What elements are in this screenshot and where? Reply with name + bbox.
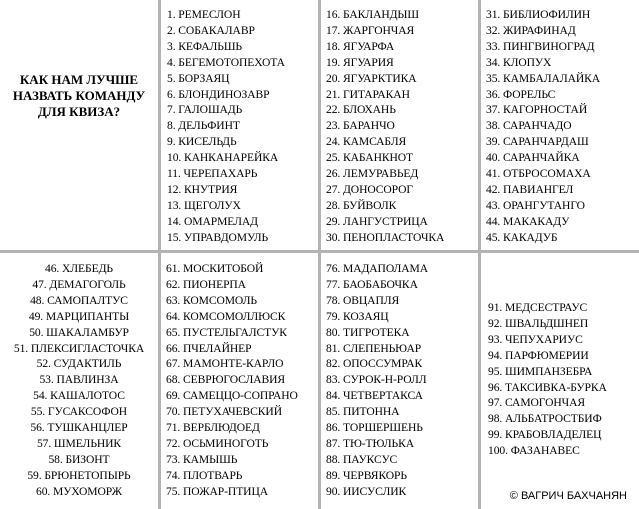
name-item: 88. ПАУКСУС bbox=[326, 452, 398, 466]
name-item: 40. САРАНЧАЙКА bbox=[486, 151, 580, 165]
name-item: 66. ПЧЕЛАЙНЕР bbox=[166, 341, 252, 355]
name-item: 26. ЛЕМУРАВЬЕД bbox=[326, 167, 419, 181]
name-item: 64. КОМСОМОЛЛЮСК bbox=[166, 309, 286, 323]
name-item: 13. ЩЕГОЛУХ bbox=[167, 198, 241, 212]
name-item: 4. БЕГЕМОТОПЕХОТА bbox=[167, 55, 285, 69]
name-item: 41. ОТБРОСОМАХА bbox=[486, 167, 591, 181]
name-item: 5. БОРЗАЯЦ bbox=[167, 71, 230, 85]
name-item: 54. КАШАЛОТОС bbox=[33, 389, 125, 403]
name-item: 15. УПРАВДОМУЛЬ bbox=[167, 230, 269, 244]
name-item: 74. ПЛОТВАРЬ bbox=[166, 468, 243, 482]
name-item: 2. СОБАКАЛАВР bbox=[167, 23, 255, 37]
names-list-46-60 bbox=[0, 261, 158, 500]
name-item: 90. ИИСУСЛИК bbox=[326, 484, 407, 498]
name-item: 76. МАДАПОЛАМА bbox=[326, 262, 429, 275]
name-item: 51. ПЛЕКСИГЛАСТОЧКА bbox=[13, 341, 145, 355]
name-item: 45. КАКАДУБ bbox=[486, 230, 558, 244]
name-item: 49. МАРЦИПАНТЫ bbox=[28, 309, 130, 323]
name-item: 31. БИБЛИОФИЛИН bbox=[486, 8, 591, 21]
name-item: 93. ЧЕПУХАРИУС bbox=[488, 332, 583, 346]
name-item: 80. ТИГРОТЕКА bbox=[326, 325, 410, 339]
name-item: 20. ЯГУАРКТИКА bbox=[326, 71, 417, 85]
name-item: 37. КАГОРНОСТАЙ bbox=[486, 103, 588, 117]
name-item: 35. КАМБАЛАЛАЙКА bbox=[486, 71, 601, 85]
name-item: 23. БАРАНЧО bbox=[326, 119, 395, 133]
name-item: 59. БРЮНЕТОПЫРЬ bbox=[27, 468, 131, 482]
names-list-76-90 bbox=[326, 261, 478, 500]
name-item: 46. ХЛЕБЕДЬ bbox=[45, 262, 113, 275]
names-list-1-15 bbox=[167, 7, 318, 246]
name-item: 25. КАБАНКНОТ bbox=[326, 151, 414, 165]
name-item: 83. СУРОК-Н-РОЛЛ bbox=[326, 373, 427, 387]
name-item: 53. ПАВЛИНЗА bbox=[39, 373, 119, 387]
name-item: 47. ДЕМАГОГОЛЬ bbox=[32, 277, 126, 291]
name-item: 11. ЧЕРЕПАХАРЬ bbox=[167, 167, 258, 181]
name-item: 72. ОСЬМИНОГОТЬ bbox=[166, 436, 269, 450]
name-item: 61. МОСКИТОБОЙ bbox=[166, 262, 264, 275]
name-item: 57. ШМЕЛЬНИК bbox=[36, 436, 122, 450]
name-item: 89. ЧЕРВЯКОРЬ bbox=[326, 468, 407, 482]
name-item: 38. САРАНЧАДО bbox=[486, 119, 572, 133]
name-item: 9. КИСЕЛЬДЬ bbox=[167, 135, 237, 149]
name-item: 82. ОПОССУМРАК bbox=[326, 357, 423, 371]
name-item: 14. ОМАРМЕЛАД bbox=[167, 214, 258, 228]
name-item: 12. КНУТРИЯ bbox=[167, 182, 238, 196]
names-column-76-90 bbox=[321, 253, 478, 509]
names-list-31-45 bbox=[486, 7, 639, 246]
name-item: 85. ПИТОННА bbox=[326, 405, 400, 419]
name-item: 24. КАМСАБЛЯ bbox=[326, 135, 407, 149]
name-item: 73. КАМЫШЬ bbox=[166, 452, 238, 466]
name-item: 95. ШИМПАНЗЕБРА bbox=[488, 364, 593, 378]
name-item: 56. ТУШКАНЦЛЕР bbox=[30, 421, 128, 435]
names-column-31-45 bbox=[481, 0, 639, 250]
name-item: 10. КАНКАНАРЕЙКА bbox=[167, 151, 279, 165]
name-item: 29. ЛАНГУСТРИЦА bbox=[326, 214, 428, 228]
name-item: 1. РЕМЕСЛОН bbox=[167, 8, 241, 21]
name-item: 32. ЖИРАФИНАД bbox=[486, 23, 576, 37]
name-item: 60. МУХОМОРЖ bbox=[36, 484, 122, 498]
name-item: 50. ШАКАЛАМБУР bbox=[29, 325, 129, 339]
name-item: 6. БЛОНДИНОЗАВР bbox=[167, 87, 270, 101]
names-list-61-75 bbox=[166, 261, 318, 500]
name-item: 62. ПИОНЕРПА bbox=[166, 277, 246, 291]
name-item: 27. ДОНОСОРОГ bbox=[326, 182, 414, 196]
name-item: 65. ПУСТЕЛЬГАЛСТУК bbox=[166, 325, 287, 339]
name-item: 30. ПЕНОПЛАСТОЧКА bbox=[326, 230, 445, 244]
name-item: 36. ФОРЕЛЬС bbox=[486, 87, 556, 101]
name-item: 71. ВЕРБЛЮДОЕД bbox=[166, 421, 260, 435]
author-credit: © ВАГРИЧ БАХЧАНЯН bbox=[509, 490, 627, 503]
name-item: 48. САМОПАЛТУС bbox=[30, 293, 128, 307]
name-item: 18. ЯГУАРФА bbox=[326, 39, 395, 53]
name-item: 39. САРАНЧАРДАШ bbox=[486, 135, 589, 149]
name-item: 21. ГИТАРАКАН bbox=[326, 87, 410, 101]
name-item: 33. ПИНГВИНОГРАД bbox=[486, 39, 595, 53]
name-item: 7. ГАЛОШАДЬ bbox=[167, 103, 243, 117]
name-item: 75. ПОЖАР-ПТИЦА bbox=[166, 484, 268, 498]
names-column-1-15 bbox=[161, 0, 318, 250]
name-item: 70. ПЕТУХАЧЕВСКИЙ bbox=[166, 405, 282, 419]
name-item: 22. БЛОХАНЬ bbox=[326, 103, 396, 117]
names-list-16-30 bbox=[326, 7, 478, 246]
name-item: 68. СЕВРЮГОСЛАВИЯ bbox=[166, 373, 286, 387]
name-item: 84. ЧЕТВЕРТАКСА bbox=[326, 389, 423, 403]
name-item: 44. МАКАКАДУ bbox=[486, 214, 570, 228]
name-item: 17. ЖАРГОНЧАЯ bbox=[326, 23, 415, 37]
name-item: 78. ОВЦАПЛЯ bbox=[326, 293, 400, 307]
name-item: 87. ТЮ-ТЮЛЬКА bbox=[326, 436, 414, 450]
name-item: 43. ОРАНГУТАНГО bbox=[486, 198, 585, 212]
name-item: 42. ПАВИАНГЕЛ bbox=[486, 182, 574, 196]
name-item: 67. МАМОНТЕ-КАРЛО bbox=[166, 357, 284, 371]
name-item: 28. БУЙВОЛК bbox=[326, 198, 397, 212]
names-list-91-100 bbox=[488, 300, 639, 459]
quiz-question-title: КАК НАМ ЛУЧШЕ НАЗВАТЬ КОМАНДУ ДЛЯ КВИЗА? bbox=[12, 72, 146, 119]
name-item: 94. ПАРФЮМЕРИИ bbox=[488, 348, 589, 362]
name-item: 34. КЛОПУХ bbox=[486, 55, 552, 69]
name-item: 79. КОЗАЯЦ bbox=[326, 309, 389, 323]
name-item: 52. СУДАКТИЛЬ bbox=[36, 357, 122, 371]
name-item: 86. ТОРШЕРШЕНЬ bbox=[326, 421, 423, 435]
name-item: 99. КРАБОВЛАДЕЛЕЦ bbox=[488, 428, 602, 442]
name-item: 92. ШВАЛЬДШНЕП bbox=[488, 316, 589, 330]
name-item: 77. БАОБАБОЧКА bbox=[326, 277, 418, 291]
names-column-46-60 bbox=[0, 253, 158, 509]
name-item: 55. ГУСАКСОФОН bbox=[30, 405, 128, 419]
name-item: 8. ДЕЛЬФИНТ bbox=[167, 119, 240, 133]
names-column-61-75 bbox=[161, 253, 318, 509]
names-column-16-30 bbox=[321, 0, 478, 250]
name-item: 16. БАКЛАНДЫШ bbox=[326, 8, 420, 21]
name-item: 69. САМЕЦЦО-СОПРАНО bbox=[166, 389, 298, 403]
title-panel bbox=[0, 0, 158, 250]
name-item: 63. КОМСОМОЛЬ bbox=[166, 293, 257, 307]
name-item: 81. СЛЕПЕНЬЮАР bbox=[326, 341, 422, 355]
name-item: 91. МЕДСЕСТРАУС bbox=[488, 301, 588, 314]
name-item: 3. КЕФАЛЬШЬ bbox=[167, 39, 242, 53]
name-item: 100. ФАЗАНАВЕС bbox=[488, 444, 580, 458]
name-item: 96. ТАКСИВКА-БУРКА bbox=[488, 380, 607, 394]
name-item: 19. ЯГУАРИЯ bbox=[326, 55, 394, 69]
name-item: 97. САМОГОНЧАЯ bbox=[488, 396, 585, 410]
name-item: 98. АЛЬБАТРОСТБИФ bbox=[488, 412, 602, 426]
name-item: 58. БИЗОНТ bbox=[48, 452, 110, 466]
names-column-91-100 bbox=[481, 253, 639, 509]
